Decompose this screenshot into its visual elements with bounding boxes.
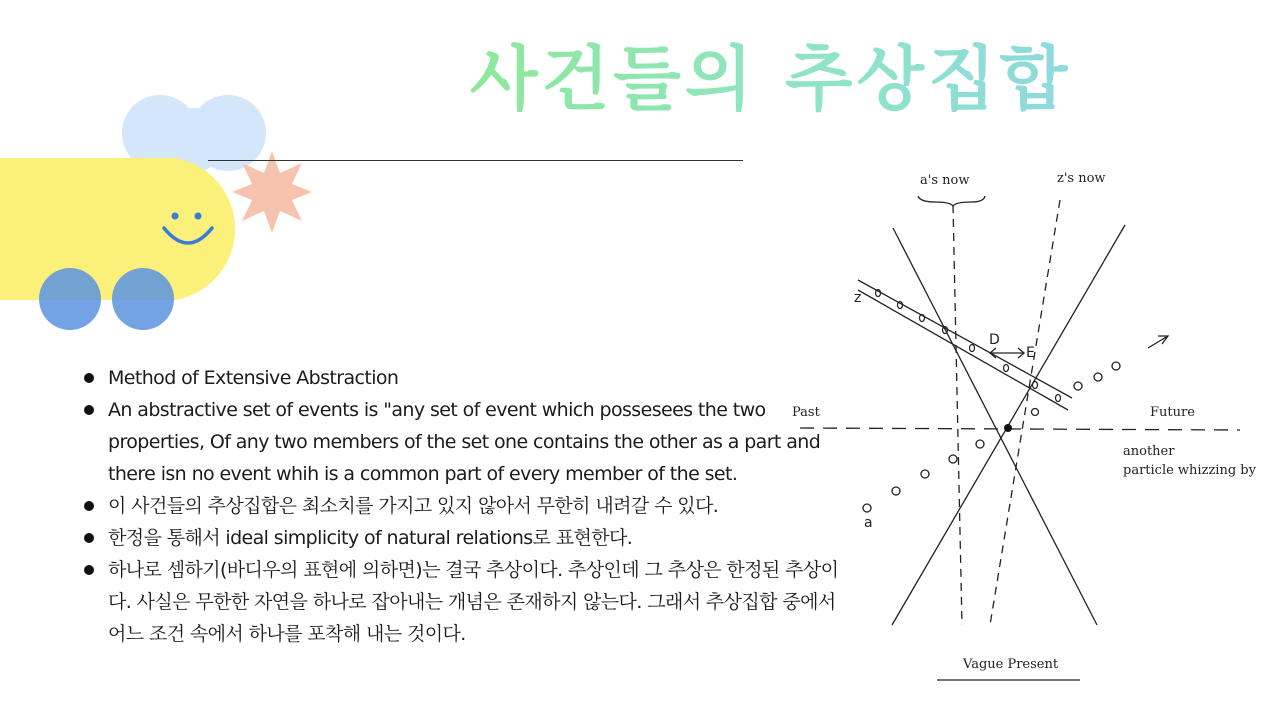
- bullet-list: [84, 362, 844, 650]
- origin-point: [1004, 424, 1012, 432]
- page-title: 사건들의 추상집합: [470, 34, 1110, 124]
- label-a: a: [864, 515, 873, 531]
- label-another: another: [1123, 444, 1175, 459]
- z-now-line: [990, 200, 1060, 625]
- yellow-pill-shape: [0, 158, 235, 300]
- bullet-item: Method of Extensive Abstraction: [84, 362, 844, 394]
- particle-tube: [858, 280, 1072, 398]
- light-cone-diagram: [790, 160, 1270, 690]
- bullet-item: 한정을 통해서 ideal simplicity of natural relations로 표현한다.: [84, 522, 844, 554]
- label-particle-whizzing: particle whizzing by: [1123, 463, 1256, 478]
- blue-circle-icon: [39, 268, 101, 330]
- brace-a-now: [918, 196, 985, 206]
- label-z: z: [854, 290, 862, 306]
- label-e: E: [1026, 345, 1035, 361]
- direction-arrow: [1148, 336, 1168, 348]
- label-a-now: a's now: [920, 173, 970, 188]
- decorative-illustration: [0, 0, 320, 340]
- divider-line: [208, 160, 743, 161]
- label-d: D: [989, 332, 1000, 348]
- label-past: Past: [792, 405, 820, 420]
- a-now-line: [953, 205, 962, 625]
- label-z-now: z's now: [1057, 171, 1106, 186]
- label-future: Future: [1150, 405, 1195, 420]
- cone-line: [893, 228, 1097, 625]
- particle-tube: [858, 290, 1068, 410]
- label-vague-present: Vague Present: [963, 657, 1059, 672]
- bullet-item: 하나로 셈하기(바디우의 표현에 의하면)는 결국 추상이다. 추상인데 그 추상은 한정된 추상이다. 사실은 무한한 자연을 하나로 잡아내는 개념은 존재하지 않는다. 그래서 추상집합 중에서 어느 조건 속에서 하나를 포착해 내는 것이다.: [84, 554, 844, 650]
- bullet-item: 이 사건들의 추상집합은 최소치를 가지고 있지 않아서 무한히 내려갈 수 있다.: [84, 490, 844, 522]
- present-line: [800, 428, 1240, 430]
- blue-circle-icon: [112, 268, 174, 330]
- bullet-item: An abstractive set of events is "any set of event which possesees the two properties, Of any two members of the set one contains the other as a part and there isn no event whih is a common part of every member of the set.: [84, 394, 844, 490]
